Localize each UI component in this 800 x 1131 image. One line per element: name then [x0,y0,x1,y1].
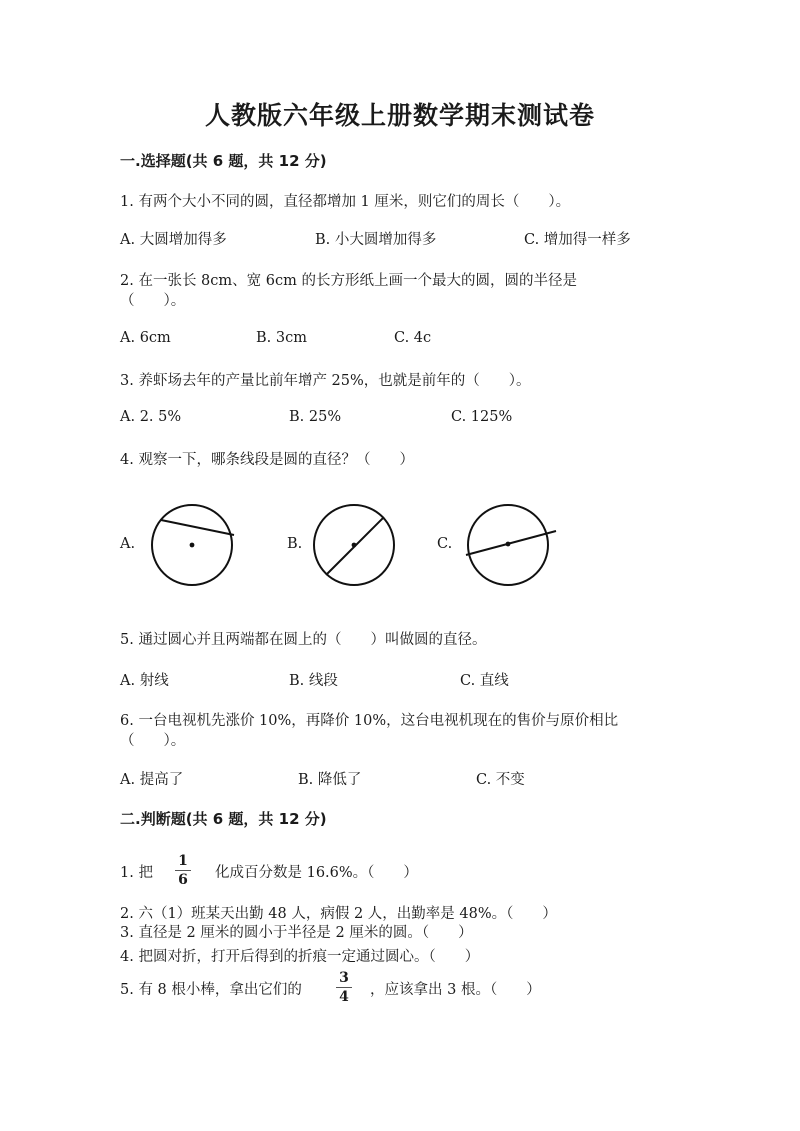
judge-2: 2. 六（1）班某天出勤 48 人，病假 2 人，出勤率是 48%。（ ） [120,906,557,922]
page-title: 人教版六年级上册数学期末测试卷 [204,101,595,130]
fraction-numerator: 1 [178,853,188,869]
q5-option-b: B. 线段 [289,673,338,689]
fraction-one-sixth [173,853,193,888]
fraction-denominator: 6 [178,872,188,889]
judge-1-prefix: 1. 把 [120,865,153,881]
fraction-bar [175,870,191,871]
q6-option-a: A. 提高了 [120,772,184,788]
q6-option-c: C. 不变 [476,772,525,788]
q2-option-a: A. 6cm [120,330,171,346]
question-6-line-1: 6. 一台电视机先涨价 10%，再降价 10%，这台电视机现在的售价与原价相比 [120,713,619,729]
judge-5-prefix: 5. 有 8 根小棒，拿出它们的 [120,982,302,998]
question-5: 5. 通过圆心并且两端都在圆上的（ ）叫做圆的直径。 [120,632,487,648]
question-6-line-2: （ ）。 [120,733,186,749]
circle-figure-a [146,500,240,594]
q2-option-b: B. 3cm [256,330,307,346]
judge-5-suffix: ，应该拿出 3 根。（ ） [370,982,541,998]
section-heading-choice: 一.选择题(共 6 题，共 12 分) [120,152,327,170]
q5-option-c: C. 直线 [460,673,509,689]
q3-option-a: A. 2. 5% [120,409,182,425]
q1-option-b: B. 小大圆增加得多 [315,232,437,248]
q6-option-b: B. 降低了 [298,772,362,788]
q4-option-a: A. [120,536,136,552]
q3-option-c: C. 125% [451,409,513,425]
fraction-bar [336,987,352,988]
fraction-denominator: 4 [339,989,349,1006]
question-2-line-1: 2. 在一张长 8cm、宽 6cm 的长方形纸上画一个最大的圆，圆的半径是 [120,273,577,289]
judge-4: 4. 把圆对折，打开后得到的折痕一定通过圆心。（ ） [120,949,480,965]
q1-option-c: C. 增加得一样多 [524,232,631,248]
q5-option-a: A. 射线 [120,673,169,689]
q1-option-a: A. 大圆增加得多 [120,232,227,248]
judge-1-suffix: 化成百分数是 16.6%。（ ） [215,865,418,881]
judge-3: 3. 直径是 2 厘米的圆小于半径是 2 厘米的圆。（ ） [120,925,473,941]
fraction-numerator: 3 [339,970,349,986]
q2-option-c: C. 4c [394,330,432,346]
section-heading-judgement: 二.判断题(共 6 题，共 12 分) [120,810,327,828]
question-4: 4. 观察一下，哪条线段是圆的直径？（ ） [120,452,414,468]
q3-option-b: B. 25% [289,409,342,425]
circle-figure-b [308,500,402,594]
circle-figure-c [460,500,560,594]
q4-option-b: B. [287,536,303,552]
question-3: 3. 养虾场去年的产量比前年增产 25%，也就是前年的（ ）。 [120,373,531,389]
question-1: 1. 有两个大小不同的圆，直径都增加 1 厘米，则它们的周长（ ）。 [120,194,571,210]
fraction-three-quarters [334,970,354,1005]
q4-option-c: C. [437,536,453,552]
question-2-line-2: （ ）。 [120,293,186,309]
